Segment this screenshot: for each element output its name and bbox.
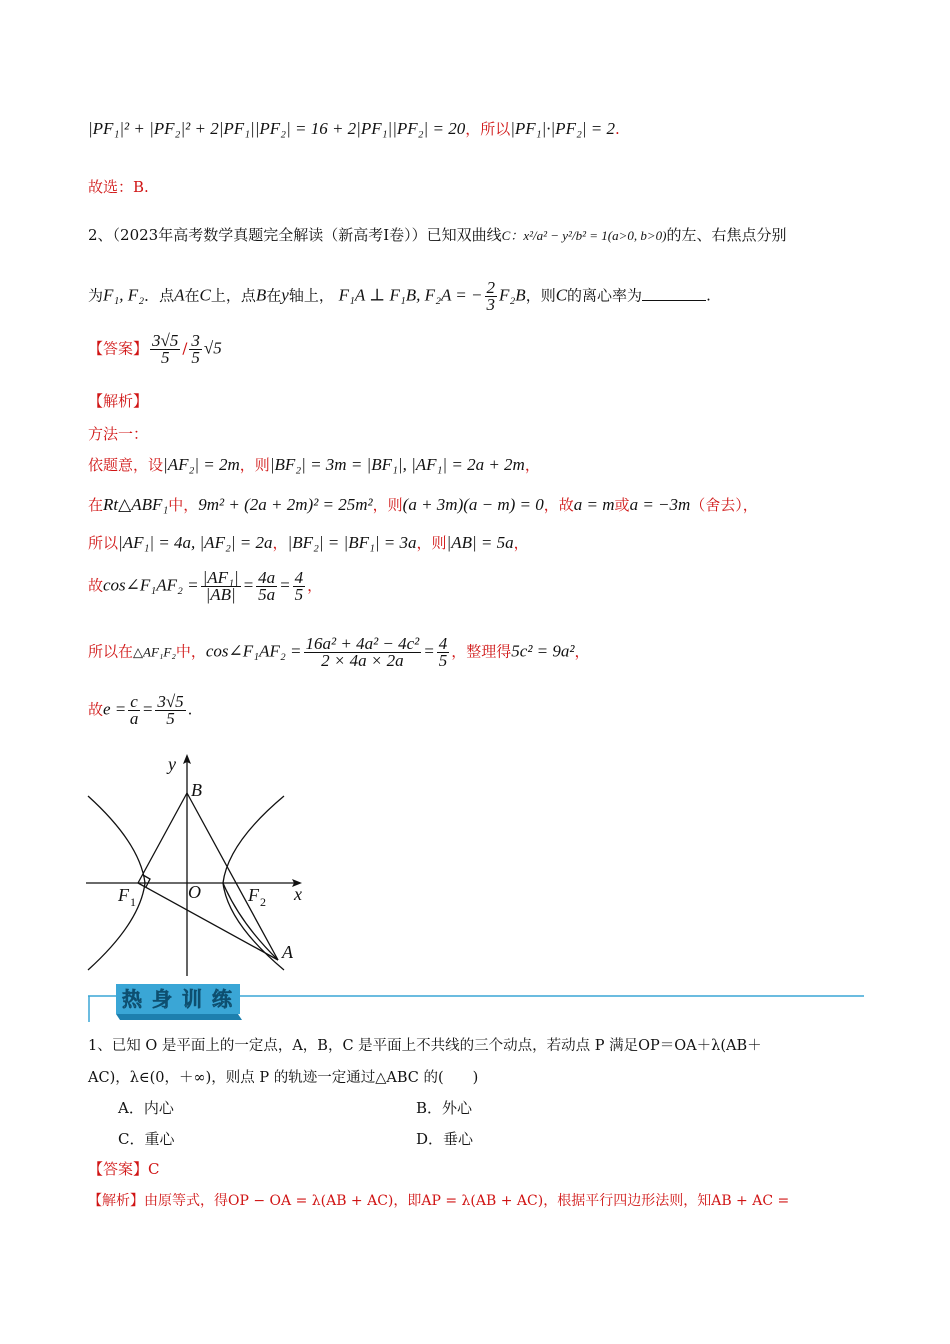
hyperbola-figure [80,748,320,980]
step2-text-f: （舍去）， [690,496,758,514]
step6-text-a: 故 [88,700,104,719]
analysis-step4: 故cos∠F₁AF₂ = $\frac{\text{|AF₁|}}{|AB|}$ = $\frac{4a}{5a}$ = $\frac{4}{5}$ ， [88,568,323,604]
label-y: y [168,754,176,774]
label-f2-sub: 2 [260,895,266,909]
step5-frac2-num: 4 [438,634,448,653]
step1-text-a: 依题意，设 [88,456,164,474]
step2-text-c: ，则 [372,496,403,514]
step3-text-a: 所以 [88,534,119,552]
step3-math-3: |AB| = 5a [446,533,514,552]
answer-fraction-1 [150,333,180,366]
step2-triangle: Rt△ABF₁ [103,495,169,514]
frac-num: 2 [486,278,495,297]
label-f2: F [248,885,259,905]
equation-sum: |PF₁|² + |PF₂|² + 2|PF₁||PF₂| = 16 + 2|PF₁||PF₂| = 20 [88,119,466,138]
problem1-analysis: 【解析】由原等式，得OP − OA = λ(AB + AC)，即AP = λ(AB + AC)，根据平行四边形法则，知AB + AC = [88,1193,790,1209]
y-axis-symbol: y [281,285,289,305]
step4-frac-3 [293,570,306,603]
step5-math-2: 5c² = 9a² [511,641,575,661]
step5-cos: cos∠F₁AF₂ = [205,641,302,661]
problem2-number: 2、 [88,226,113,244]
banner-char-3: 训 [182,987,202,1011]
step3-math-1: |AF₁| = 4a, |AF₂| = 2a [118,533,273,552]
step3-text-c: ，则 [416,534,447,552]
step6-end: . [187,700,193,719]
step5-frac-1 [304,636,422,669]
step6-frac2-den: 5 [166,709,175,728]
label-a: A [282,942,293,962]
step5-text-b: 中， [175,642,206,661]
option-a: A．内心 [118,1099,174,1117]
segment-f1-b [138,793,187,883]
answer-separator: / [182,339,188,358]
label-f1: F [118,885,129,905]
step3-text-d: ， [513,534,529,552]
step6-frac2-num: 3√5 [157,692,184,711]
step1-math-2: |BF₂| = 3m = |BF₁|, |AF₁| = 2a + 2m [269,455,525,474]
method-label: 方法一： [88,425,149,443]
text-wei: 为 [88,286,104,305]
problem1-line1: 1、已知 O 是平面上的一定点，A，B，C 是平面上不共线的三个动点，若动点 P 满足OP＝OA＋λ(AB＋ [88,1038,762,1054]
step4-frac3-den: 5 [294,585,304,604]
analysis-step3 [88,532,529,553]
text-axis: 轴上， [288,286,334,305]
step2-text-b: 中， [168,496,199,514]
step4-text-a: 故 [88,576,104,595]
step2-math-2: (a + 3m)(a − m) = 0 [402,495,544,514]
banner-char-2: 身 [152,987,172,1011]
solution-equation-line [88,118,620,139]
text-zai2: 在 [266,286,282,305]
problem2-text-b: 的左、右焦点分别 [666,226,787,244]
problem1-line2: AC)，λ∈(0，＋∞)，则点 P 的轨迹一定通过△ABC 的( ) [88,1070,479,1086]
step5-text-a: 所以在 [88,642,134,661]
point-b-symbol: B [255,285,267,305]
answer-blank[interactable] [642,286,706,301]
foci-symbols: F₁, F₂ [103,285,145,305]
step4-frac3-num: 4 [294,568,304,587]
section-banner [88,984,864,1026]
banner-tail [116,1014,242,1020]
point-a-symbol: A [174,285,185,305]
step4-frac-1 [201,570,241,603]
answer-frac2-num: 3 [191,331,200,350]
step3-text-b: ， [272,534,288,552]
step6-frac-1 [128,694,140,727]
frac-den: 3 [486,295,495,314]
connector-text: ，所以 [465,120,511,138]
option-d: D．垂心 [416,1130,474,1148]
label-x: x [294,884,302,904]
step2-math-4: a = −3m [629,495,691,514]
fraction-two-thirds [485,280,498,313]
answer2-line [88,333,222,366]
step5-frac1-den: 2 × 4a × 2a [321,651,404,670]
banner-char-1: 热 [122,987,142,1011]
equation-end: . [615,120,620,138]
problem2-line2 [88,280,711,313]
step4-frac1-den: |AB| [205,585,236,604]
answer-label: 【答案】 [88,339,149,358]
step6-frac1-num: c [130,692,138,711]
step5-text-c: ，整理得 [451,642,512,661]
step2-text-d: ，故 [543,496,574,514]
step5-frac1-num: 16a² + 4a² − 4c² [305,634,420,653]
analysis-step5: 所以在△AF₁F₂中，cos∠F₁AF₂ = $\frac{\text{16a² + 4a² − 4c²}}{2 \times 4a \times 2a}$ = $\frac{4}{5}$ ，整理得5c² = 9a²， [88,634,590,670]
curve-c-symbol-2: C [555,285,568,305]
curve-c-symbol: C [199,285,211,305]
step3-math-2: |BF₂| = |BF₁| = 3a [287,533,417,552]
problem1-answer: 【答案】C [88,1160,160,1178]
option-b: B．外心 [416,1099,473,1117]
step6-frac-2 [155,694,185,727]
problem2-line1 [88,224,786,245]
step1-math-1: |AF₂| = 2m [163,455,240,474]
analysis-label: 【解析】 [88,392,149,410]
answer-frac2-den: 5 [191,348,200,367]
choice-line: 故选：B. [88,178,149,196]
answer-root: √5 [203,338,222,358]
text-zai: 在 [184,286,200,305]
step2-math-1: 9m² + (2a + 2m)² = 25m² [198,495,373,514]
answer-fraction-2 [189,333,202,366]
step5-text-d: ， [574,642,590,661]
step4-cos: cos∠F₁AF₂ = [103,575,199,595]
step6-e: e = [103,699,127,719]
analysis-step6: 故e = $\frac{c}{a}$ = $\frac{3√5}{5}$ . [88,692,193,728]
step4-frac1-num: |AF₁| [202,568,239,587]
step6-frac1-den: a [129,709,139,728]
banner-char-4: 练 [212,987,232,1011]
step4-frac-2 [256,570,277,603]
step4-frac2-den: 5a [258,585,276,604]
label-f1-sub: 1 [130,895,136,909]
text-eccentricity: 的离心率为 [567,286,643,305]
analysis-step2 [88,494,758,515]
text-ze: ，则 [525,286,556,305]
step5-frac2-den: 5 [438,651,448,670]
text-end: . [706,286,711,305]
hyperbola-equation: C：x²/a² − y²/b² = 1(a>0, b>0) [501,228,667,243]
label-b: B [191,780,202,800]
problem2-source: （2023年高考数学真题完全解读（新高考Ⅰ卷）） [112,226,427,244]
step4-end: ， [307,576,323,595]
step1-text-b: ，则 [239,456,270,474]
step4-frac2-num: 4a [258,568,276,587]
answer-frac1-num: 3√5 [152,331,179,350]
step5-frac-2 [437,636,450,669]
step1-text-c: ， [524,456,540,474]
vector-f2b: F₂B [499,285,526,305]
step2-text-a: 在 [88,496,104,514]
problem2-text-a: 已知双曲线 [426,226,502,244]
step2-math-3: a = m [573,495,615,514]
step5-triangle: △AF₁F₂ [133,644,176,660]
equation-result: |PF₁|·|PF₂| = 2 [510,119,616,138]
option-c: C．重心 [118,1130,175,1148]
label-o: O [188,882,201,902]
text-dian: ．点 [144,286,175,305]
analysis-step1 [88,454,540,475]
vector-condition: F₁A ⊥ F₁B, F₂A = − [338,285,483,305]
text-shang: 上，点 [210,286,256,305]
answer-frac1-den: 5 [160,348,170,367]
step2-text-e: 或 [614,496,630,514]
